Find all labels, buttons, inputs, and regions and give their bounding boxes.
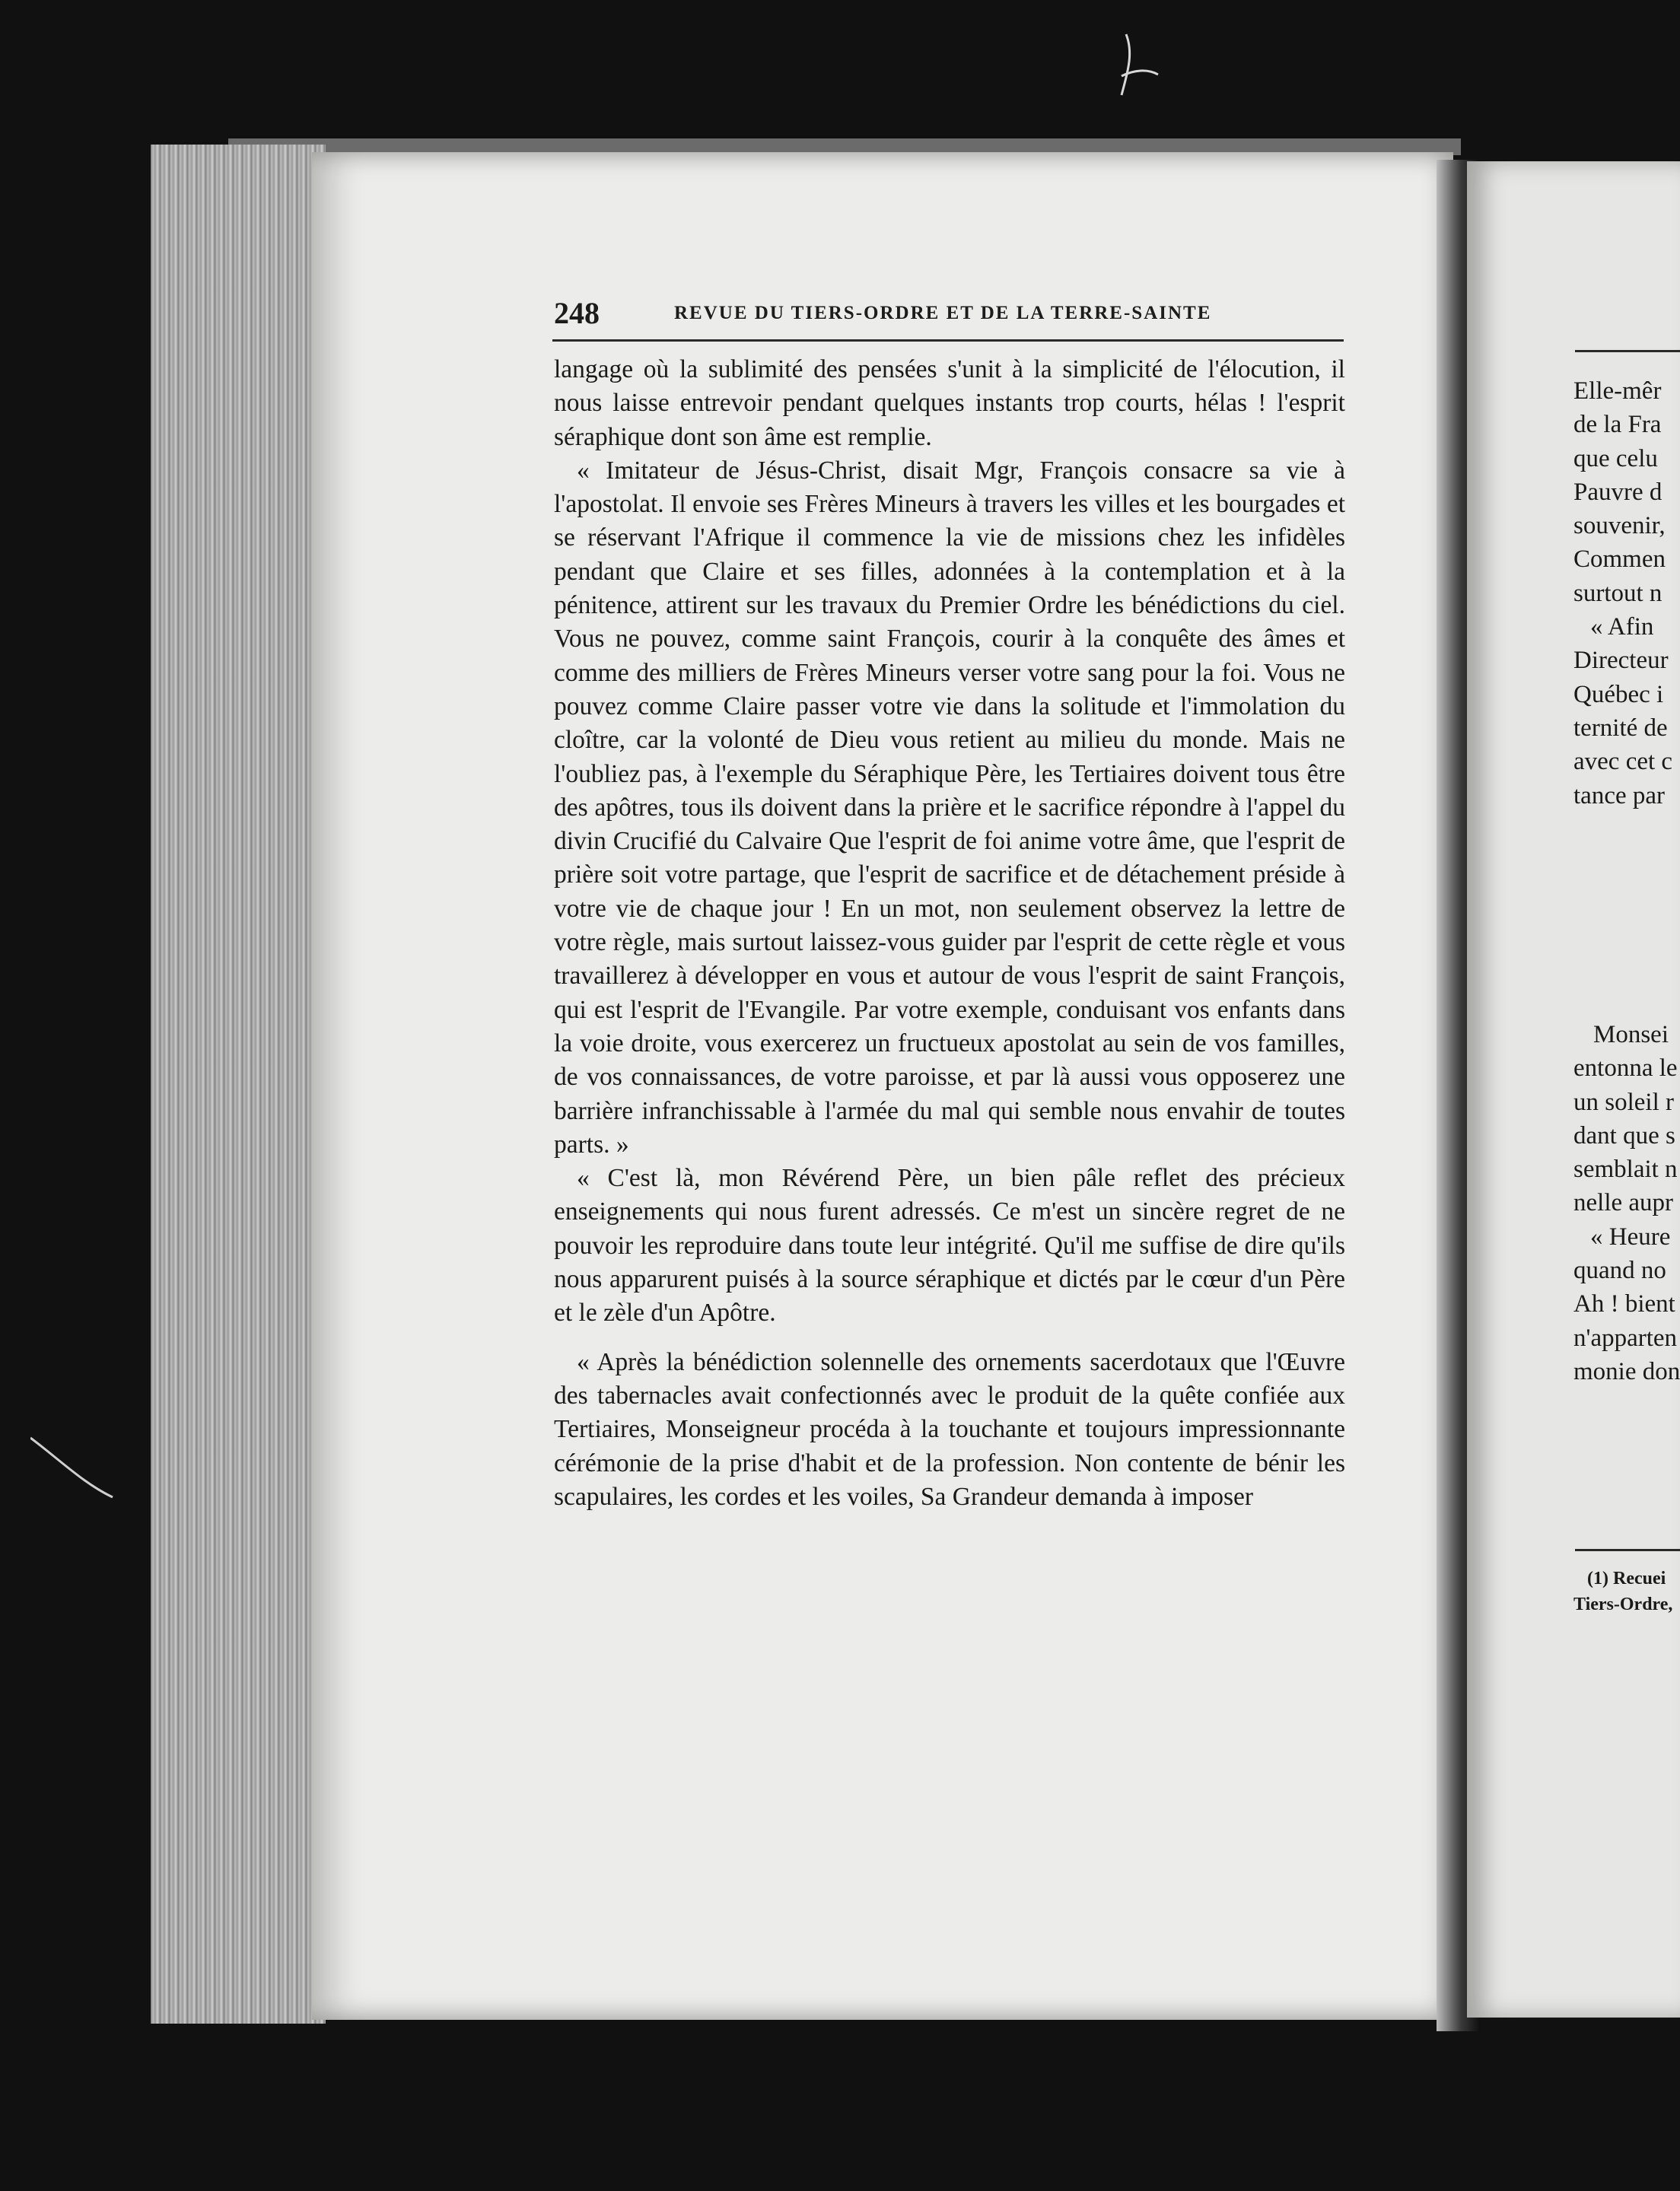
- right-line: n'apparten: [1573, 1324, 1678, 1352]
- right-line: nelle aupr: [1573, 1189, 1674, 1217]
- paragraph-1: langage où la sublimité des pensées s'unit à la simplicité de l'élocution, il nous laisse entrevoir pendant quelques instants trop courts, hélas ! l'esprit séraphique dont son âme est remplie.: [554, 355, 1345, 451]
- right-header-rule: [1575, 350, 1680, 352]
- right-line: monie don: [1573, 1357, 1680, 1385]
- paragraph-4: « Après la bénédiction solennelle des ornements sacerdotaux que l'Œuvre des tabernacles avait confectionnés avec le produit de la quête confiée aux Tertiaires, Monseigneur procéda à la touchante et toujours impressionnante cérémonie de la prise d'habit et de la profession. Non contente de bénir les scapulaires, les cordes et les voiles, Sa Grandeur demanda à imposer: [554, 1347, 1345, 1511]
- right-text-block-2: [1573, 1018, 1680, 1388]
- right-line: Directeur: [1573, 647, 1669, 675]
- paragraph-2: « Imitateur de Jésus-Christ, disait Mgr, François consacre sa vie à l'apostolat. Il envoie ses Frères Mineurs à travers les villes et les bourgades et se réservant l'Afrique il commence la vie de missions chez les infidèles pendant que Claire et ses filles, adonnées à la contemplation et à la pénitence, attirent sur les travaux du Premier Ordre les bénédictions du ciel. Vous ne pouvez, comme saint François, courir à la conquête des âmes et comme des milliers de Frères Mineurs verser votre sang pour la foi. Vous ne pouvez comme Claire passer votre vie dans la solitude et l'immolation du cloître, car la volonté de Dieu vous retient au milieu du monde. Mais ne l'oubliez pas, à l'exemple du Séraphique Père, les Tertiaires doivent tous être des apôtres, tous ils doivent dans la prière et le sacrifice répondre à l'appel du divin Crucifié du Calvaire Que l'esprit de foi anime votre âme, que l'esprit de prière soit votre partage, que l'esprit de sacrifice et de détachement préside à votre vie de chaque jour ! En un mot, non seulement observez la lettre de votre règle, mais surtout laissez-vous guider par l'esprit de cette règle et vous travaillerez à développer en vous et autour de vous l'esprit de saint François, qui est l'esprit de l'Evangile. Par votre exemple, conduisant vos enfants dans la voie droite, vous exercerez un fructueux apostolat au sein de vos familles, de vos connaissances, de votre paroisse, et par là aussi vous opposerez une barrière infranchissable à l'armée du mal qui semble nous envahir de toutes parts. »: [554, 456, 1345, 1159]
- right-line: dant que s: [1573, 1121, 1675, 1150]
- right-line: « Afin: [1590, 613, 1654, 641]
- right-line: ternité de: [1573, 714, 1668, 742]
- right-line: tance par: [1573, 781, 1665, 809]
- footnote-line: (1) Recuei: [1587, 1569, 1666, 1588]
- right-line: avec cet c: [1573, 748, 1673, 776]
- paragraph-3: « C'est là, mon Révérend Père, un bien pâle reflet des précieux enseignements qui nous furent adressés. Ce m'est un sincère regret de ne pouvoir les reproduire dans toute leur intégrité. Qu'il me suffise de dire qu'ils nous apparurent puisés à la source séraphique et dictés par le cœur d'un Père et le zèle d'un Apôtre.: [554, 1164, 1345, 1328]
- footnote-line: Tiers-Ordre,: [1573, 1595, 1673, 1614]
- footnote-rule: [1575, 1549, 1680, 1551]
- right-line: Monsei: [1593, 1021, 1669, 1048]
- right-line: entonna le: [1573, 1054, 1678, 1083]
- pencil-mark-icon: [1111, 30, 1164, 99]
- right-footnote: [1573, 1566, 1672, 1617]
- right-line: de la Fra: [1573, 411, 1662, 439]
- right-line: Commen: [1573, 545, 1666, 574]
- right-line: Ah ! bient: [1573, 1290, 1675, 1318]
- right-line: « Heure: [1590, 1223, 1671, 1251]
- right-text-block-1: [1573, 374, 1680, 812]
- right-line: semblait n: [1573, 1156, 1678, 1184]
- right-line: Elle-mêr: [1573, 377, 1662, 405]
- right-line: que celu: [1573, 444, 1658, 472]
- page-number: 248: [554, 296, 600, 330]
- header-rule: [552, 339, 1344, 342]
- right-line: un soleil r: [1573, 1088, 1674, 1116]
- right-line: quand no: [1573, 1257, 1666, 1285]
- right-line: Québec i: [1573, 680, 1664, 708]
- right-line: Pauvre d: [1573, 478, 1662, 506]
- running-head: REVUE DU TIERS-ORDRE ET DE LA TERRE-SAINTE: [674, 303, 1212, 323]
- page-stack-edge: [151, 145, 326, 2024]
- main-text-column: [554, 353, 1345, 1514]
- right-line: souvenir,: [1573, 512, 1666, 540]
- margin-line-mark: [30, 1430, 114, 1499]
- right-line: surtout n: [1573, 579, 1662, 607]
- page-header: [549, 295, 1345, 338]
